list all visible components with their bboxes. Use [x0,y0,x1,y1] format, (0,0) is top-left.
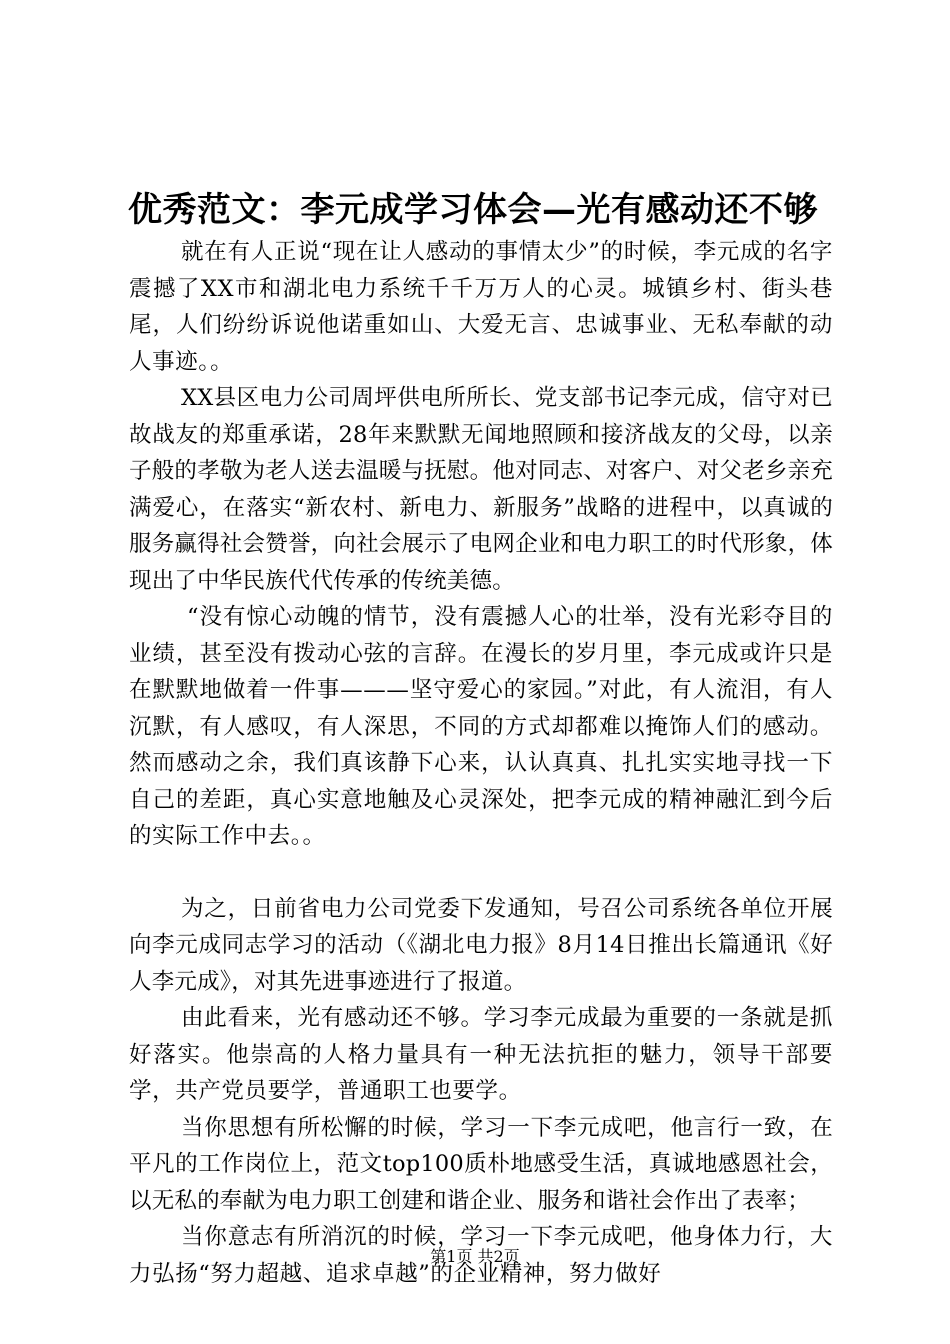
paragraph: 当你思想有所松懈的时候，学习一下李元成吧，他言行一致，在平凡的工作岗位上，范文top100质朴地感受生活，真诚地感恩社会，以无私的奉献为电力职工创建和谐企业、服务和谐社会作出了表率； [129,1114,833,1214]
document-body [129,234,833,1292]
paragraph: XX县区电力公司周坪供电所所长、党支部书记李元成，信守对已故战友的郑重承诺，28年来默默无闻地照顾和接济战友的父母，以亲子般的孝敬为老人送去温暖与抚慰。他对同志、对客户、对父老乡亲充满爱心，在落实“新农村、新电力、新服务”战略的进程中，以真诚的服务赢得社会赞誉，向社会展示了电网企业和电力职工的时代形象，体现出了中华民族代代传承的传统美德。 [129,385,833,594]
paragraph: 由此看来，光有感动还不够。学习李元成最为重要的一条就是抓好落实。他崇高的人格力量具有一种无法抗拒的魅力，领导干部要学，共产党员要学，普通职工也要学。 [129,1005,833,1104]
document-title: 优秀范文：李元成学习体会—光有感动还不够 [128,190,818,230]
paragraph: 就在有人正说“现在让人感动的事情太少”的时候，李元成的名字震撼了XX市和湖北电力系统千千万万人的心灵。城镇乡村、街头巷尾，人们纷纷诉说他诺重如山、大爱无言、忠诚事业、无私奉献的动人事迹。。 [129,239,833,375]
page-number-footer: 第1页 共2页 [430,1247,520,1266]
paragraph: 当你意志有所消沉的时候，学习一下李元成吧，他身体力行，大力弘扬“努力超越、追求卓越”的企业精神，努力做好 [129,1224,833,1287]
paragraph-spacer [129,855,833,891]
paragraph: 为之，日前省电力公司党委下发通知，号召公司系统各单位开展向李元成同志学习的活动（《湖北电力报》8月14日推出长篇通讯《好人李元成》，对其先进事迹进行了报道。 [129,895,833,995]
paragraph: “没有惊心动魄的情节，没有震撼人心的壮举，没有光彩夺目的业绩，甚至没有拨动心弦的言辞。在漫长的岁月里，李元成或许只是在默默地做着一件事———坚守爱心的家园。”对此，有人流泪，有人沉默，有人感叹，有人深思，不同的方式却都难以掩饰人们的感动。然而感动之余，我们真该静下心来，认认真真、扎扎实实地寻找一下自己的差距，真心实意地触及心灵深处，把李元成的精神融汇到今后的实际工作中去。。 [129,604,833,849]
